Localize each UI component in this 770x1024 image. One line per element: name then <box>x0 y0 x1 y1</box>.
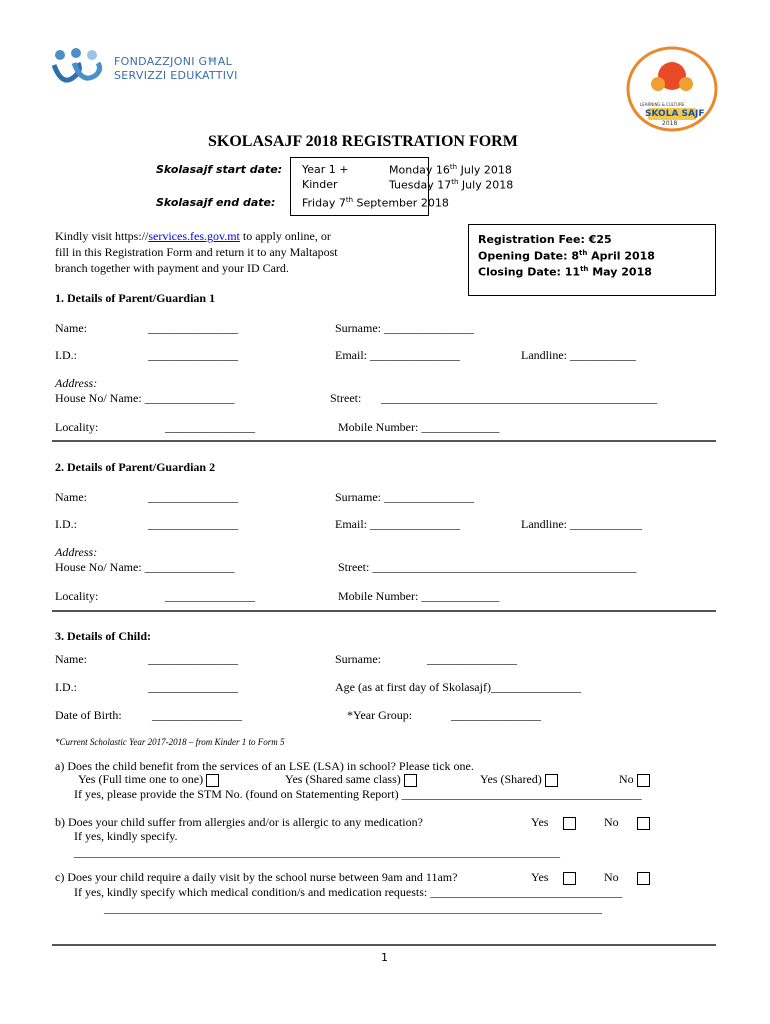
stm-number-field[interactable]: If yes, please provide the STM No. (found on Statementing Report) ________________________________________ <box>74 787 642 801</box>
lse-option-shared-same-class[interactable]: Yes (Shared same class) <box>285 772 417 787</box>
kinder-start-date: Tuesday 17th July 2018 <box>389 178 514 192</box>
year-group-note: *Current Scholastic Year 2017-2018 – from Kinder 1 to Form 5 <box>55 737 285 747</box>
checkbox[interactable] <box>206 774 219 787</box>
divider <box>52 610 716 612</box>
parent1-email-field[interactable]: Email: _______________ <box>335 348 460 362</box>
parent2-landline-field[interactable]: Landline: ____________ <box>521 517 642 531</box>
org-name-line1: FONDAZZJONI GĦAL <box>114 55 233 68</box>
checkbox[interactable] <box>637 774 650 787</box>
parent1-name-label: Name: <box>55 321 87 335</box>
question-a: a) Does the child benefit from the services of an LSE (LSA) in school? Please tick one. <box>55 759 474 773</box>
child-dob-field[interactable]: _______________ <box>152 708 242 722</box>
intro-line2: fill in this Registration Form and return it to any Maltapost <box>55 245 338 259</box>
parent2-address-label: Address: <box>55 545 98 559</box>
end-date: Friday 7th September 2018 <box>302 196 449 210</box>
opening-date: Opening Date: 8th April 2018 <box>478 249 655 263</box>
parent1-street-field[interactable]: ______________________________________________ <box>381 391 657 405</box>
org-name-line2: SERVIZZI EDUKATTIVI <box>114 69 238 82</box>
checkbox[interactable] <box>545 774 558 787</box>
checkbox[interactable] <box>404 774 417 787</box>
parent1-locality-label: Locality: <box>55 420 99 434</box>
nurse-specify-line[interactable]: ___________________________________________________________________________________ <box>104 901 602 915</box>
section3-heading: 3. Details of Child: <box>55 629 151 643</box>
page-number: 1 <box>381 951 388 964</box>
services-link[interactable]: services.fes.gov.mt <box>148 229 240 243</box>
kinder-label: Kinder <box>302 178 338 191</box>
parent2-surname-field[interactable]: Surname: _______________ <box>335 490 474 504</box>
child-dob-label: Date of Birth: <box>55 708 122 722</box>
parent1-street-label: Street: <box>330 391 362 405</box>
child-surname-field[interactable]: _______________ <box>427 652 517 666</box>
nurse-yes-option[interactable]: Yes <box>531 870 576 885</box>
nurse-no-option[interactable]: No <box>604 870 650 885</box>
form-title: SKOLASAJF 2018 REGISTRATION FORM <box>208 133 518 150</box>
child-surname-label: Surname: <box>335 652 381 666</box>
parent2-id-field[interactable]: _______________ <box>148 517 238 531</box>
parent2-email-field[interactable]: Email: _______________ <box>335 517 460 531</box>
parent2-locality-label: Locality: <box>55 589 99 603</box>
parent1-id-label: I.D.: <box>55 348 77 362</box>
parent1-mobile-field[interactable]: Mobile Number: _____________ <box>338 420 500 434</box>
parent2-name-label: Name: <box>55 490 87 504</box>
badge-year: 2018 <box>662 120 678 127</box>
fes-logo <box>52 47 112 91</box>
badge-name: SKOLA SAJF <box>645 109 705 119</box>
badge-top-text: LEARNING & CULTURE <box>640 102 685 107</box>
section2-heading: 2. Details of Parent/Guardian 2 <box>55 460 216 474</box>
question-c: c) Does your child require a daily visit by the school nurse between 9am and 11am? <box>55 870 458 884</box>
child-year-group-label: *Year Group: <box>347 708 413 722</box>
parent2-house-field[interactable]: House No/ Name: _______________ <box>55 560 235 574</box>
intro-line3: branch together with payment and your ID Card. <box>55 261 289 275</box>
checkbox[interactable] <box>563 817 576 830</box>
child-name-field[interactable]: _______________ <box>148 652 238 666</box>
parent2-locality-field[interactable]: _______________ <box>165 589 255 603</box>
fes-figures-icon <box>52 47 112 91</box>
child-id-label: I.D.: <box>55 680 77 694</box>
child-name-label: Name: <box>55 652 87 666</box>
closing-date: Closing Date: 11th May 2018 <box>478 265 652 279</box>
year1-start-date: Monday 16th July 2018 <box>389 163 512 177</box>
parent1-address-label: Address: <box>55 376 98 390</box>
section1-heading: 1. Details of Parent/Guardian 1 <box>55 291 216 305</box>
child-id-field[interactable]: _______________ <box>148 680 238 694</box>
checkbox[interactable] <box>563 872 576 885</box>
lse-option-no[interactable]: No <box>619 772 650 787</box>
parent1-house-field[interactable]: House No/ Name: _______________ <box>55 391 235 405</box>
intro-line1: Kindly visit https://services.fes.gov.mt to apply online, or <box>55 229 331 243</box>
allergy-followup: If yes, kindly specify. <box>74 829 178 843</box>
lse-option-full-time[interactable]: Yes (Full time one to one) <box>78 772 219 787</box>
lse-option-shared[interactable]: Yes (Shared) <box>480 772 558 787</box>
allergy-yes-option[interactable]: Yes <box>531 815 576 830</box>
child-age-field[interactable]: Age (as at first day of Skolasajf)_______________ <box>335 680 581 694</box>
parent2-name-field[interactable]: _______________ <box>148 490 238 504</box>
nurse-specify-field[interactable]: If yes, kindly specify which medical condition/s and medication requests: ________________________________ <box>74 885 623 899</box>
year1-label: Year 1 + <box>302 163 349 176</box>
start-date-label: Skolasajf start date: <box>156 163 283 176</box>
parent2-street-field[interactable]: Street: ____________________________________________ <box>338 560 637 574</box>
parent1-landline-field[interactable]: Landline: ___________ <box>521 348 636 362</box>
registration-fee: Registration Fee: €25 <box>478 233 612 246</box>
parent1-locality-field[interactable]: _______________ <box>165 420 255 434</box>
parent1-surname-field[interactable]: Surname: _______________ <box>335 321 474 335</box>
end-date-label: Skolasajf end date: <box>156 196 276 209</box>
divider <box>52 944 716 946</box>
parent1-id-field[interactable]: _______________ <box>148 348 238 362</box>
checkbox[interactable] <box>637 817 650 830</box>
child-year-group-field[interactable]: _______________ <box>451 708 541 722</box>
divider <box>52 440 716 442</box>
parent2-mobile-field[interactable]: Mobile Number: _____________ <box>338 589 500 603</box>
allergy-no-option[interactable]: No <box>604 815 650 830</box>
allergy-specify-field[interactable]: _________________________________________________________________________________ <box>74 845 560 859</box>
question-b: b) Does your child suffer from allergies and/or is allergic to any medication? <box>55 815 423 829</box>
parent1-name-field[interactable]: _______________ <box>148 321 238 335</box>
parent2-id-label: I.D.: <box>55 517 77 531</box>
checkbox[interactable] <box>637 872 650 885</box>
